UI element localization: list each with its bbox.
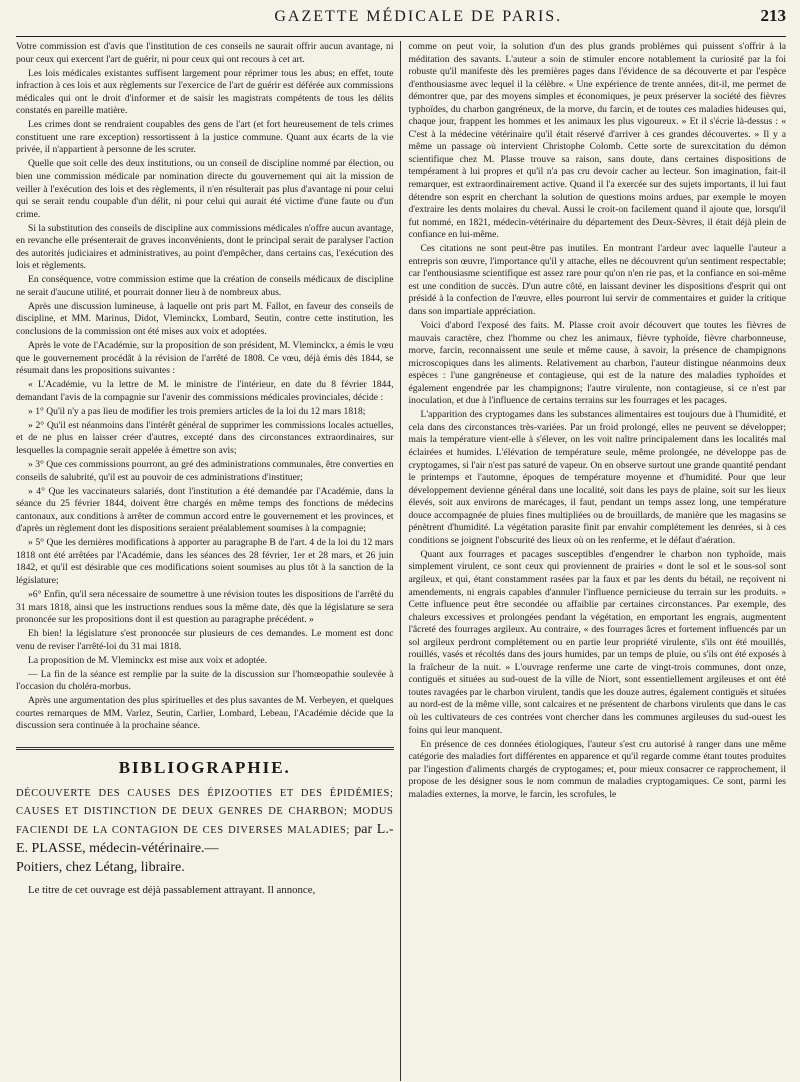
review-intro: Le titre de cet ouvrage est déjà passablement attrayant. Il annonce, [28,883,316,896]
section-title: BIBLIOGRAPHIE. [118,757,291,777]
work-publisher: Poitiers, chez Létang, libraire. [16,859,185,875]
paragraph: Si la substitution des conseils de discipline aux commissions médicales n'offre aucun avantage, en revanche elle présenterait de graves inconvénients, dont le principal serait de paralyser l'action des autorités judiciaires et administratives, au point d'empêcher, dans certains cas, l'exécution des lois et règlements. [16,222,394,272]
paragraph: Eh bien! la législature s'est prononcée sur plusieurs de ces demandes. Le moment est donc venu de reviser l'arrêté-loi du 31 mai 1818. [16,628,394,652]
paragraph: Quant aux fourrages et pacages susceptibles d'engendrer le charbon non typhoïde, mais simplement virulent, ce sont ceux qui proviennent de prairies « dont le sol et le sous-sol sont argileux, et qui, étant constamment rasées par la faux et par les dents du bétail, ne reçoivent ni amendements, ni engrais capables d'annuler l'influence pernicieuse du terrain sur les produits. » Cette influence peut être secondée ou affaiblie par certaines circonstances. Par exemple, des chaleurs excessives et prolongées pendant la végétation, en emportant les engrais, augmentent l'âcreté des fourrages argileux. Au contraire, « des fourrages âcres et fortement influencés par un sol argileux perdront complétement ou en partie leur propriété virulente, s'ils ont été mouillés, rouillés, vasés et récoltés dans des jours humides, par un temps de pluie, ou s'ils ont été exposés à la fraîcheur de la nuit. » L'ouvrage renferme une carte de vingt-trois communes, dont onze, contiguës et situées au sud-ouest de la ville de Niort, sont essentiellement argileuses et ont été toutes ravagées par le charbon virulent, tandis que les douze autres, également contiguës et situées au nord-est de la même ville, sont calcaires et ne présentent de charbons virulents que dans le cas où les cultivateurs de ces contrées vont chercher dans les communes argileuses du sud-ouest les foins qui leur manquent. [408,548,786,736]
paragraph: Voici d'abord l'exposé des faits. M. Plasse croit avoir découvert que toutes les fièvres de mauvais caractère, chez l'homme ou chez les animaux, fièvre typhoïde, fièvre charbonneuse, morve, farcin, reconnaissent une seule et même cause, à savoir, la présence de champignons microscopiques dans les aliments. Relativement au charbon, l'auteur distingue néanmoins deux espèces : l'une gangréneuse et contagieuse, qui est de la nature des maladies typhoïdes et également engendrée par les champignons; l'autre virulente, non contagieuse, si ce n'est par inoculation, et due à l'influence de certains terrains sur les fourrages et les pacages. [408,320,786,407]
page-header [16,6,786,37]
paragraph: Après une discussion lumineuse, à laquelle ont pris part M. Fallot, en faveur des conseils de discipline, et MM. Marinus, Didot, Vleminckx, Lombard, Seutin, contre cette institution, les conclusions de la commission ont été mises aux voix et adoptées. [16,300,394,338]
paragraph: Ces citations ne sont peut-être pas inutiles. En montrant l'ardeur avec laquelle l'auteur a entrepris son œuvre, l'importance qu'il y attache, elles ne découvrent qu'un sentiment respectable; car l'enthousiasme scientifique est assez rare pour qu'on n'en rie pas, et la confiance en soi-même est une condition de succès. D'un autre côté, en laissant deviner les dispositions d'esprit qui ont présidé à la confection de l'œuvre, elles pourront lui servir de commentaires et guider la critique dans son impartiale appréciation. [408,243,786,317]
paragraph: En présence de ces données étiologiques, l'auteur s'est cru autorisé à ranger dans une même catégorie des maladies fort différentes en apparence et qu'il regarde comme étant toutes produites par l'ingestion d'aliments chargés de cryptogames; et, pour mieux consacrer ce rapprochement, il propose de les désigner sous le nom commun de maladies cryptogamiques. Ce sont, parmi les maladies externes, la morve, le farcin, les scrofules, le [408,738,786,800]
paragraph: — La fin de la séance est remplie par la suite de la discussion sur l'homœopathie soulevée à l'occasion du choléra-morbus. [16,668,394,693]
paragraph: Après le vote de l'Académie, sur la proposition de son président, M. Vleminckx, a émis le vœu que le gouvernement procédât à la révision de l'arrêté de 1808. Ce vœu, déjà émis dès 1844, se résumait dans les propositions suivantes : [16,340,394,377]
resolution-item: »6° Enfin, qu'il sera nécessaire de soumettre à une révision toutes les dispositions de l'arrêté du 31 mars 1818, ainsi que les instructions rendues sous la même date, dès que la législature se sera prononcée sur les propositions dont il est question au paragraphe précédent. » [16,588,394,626]
paragraph: La proposition de M. Vleminckx est mise aux voix et adoptée. [28,654,268,666]
paragraph: comme on peut voir, la solution d'un des plus grands problèmes qui puissent s'offrir à la méditation des savants. L'auteur a soin de stimuler encore notablement la curiosité par la foi robuste qu'il manifeste dès les premières pages dans l'évidence de sa découverte et par l'espèce d'enthousiasme avec lequel il la célèbre. « Une expérience de trente années, dit-il, me permet de démontrer que, par des moyens simples et économiques, je peux préserver la société des fièvres typhoïdes, du charbon gangréneux, de la morve, du farcin, et de toutes ces maladies hideuses qui, chaque jour, frappent les hommes et les animaux les plus vigoureux. » Et il s'écrie là-dessus : « C'est à la médecine vétérinaire qu'il était réservé d'arriver à ces grandes découvertes. » Il y a même un passage où intervient Christophe Colomb. Cette sorte de surexcitation du démon scientifique chez M. Plasse trouve sa raison, sans doute, dans certaines dispositions de tempérament à lui propres et qu'il n'a pas cru devoir cacher au lecteur. Son imagination, fait-il remarquer, est extraordinairement active. Quand il l'a exercée sur des sujets importants, il lui faut détendre son esprit en cherchant la solution de questions moins ardues, par exemple le moyen d'extraire les dents molaires du cheval. Aussi le croit-on facilement quand il ajoute que, lorsqu'il fut nommé, en 1821, médecin-vétérinaire du département des Deux-Sèvres, il était déjà plein de confiance en lui-même. [408,41,786,241]
columns [16,41,786,1081]
paragraph: En conséquence, votre commission estime que la création de conseils médicaux de discipline ne serait d'aucune utilité, et pourrait donner lieu à de nombreux abus. [16,274,394,298]
work-title-text: DÉCOUVERTE DES CAUSES DES ÉPIZOOTIES ET DES ÉPIDÉMIES; CAUSES ET DISTINCTION DE DEUX GENRES DE CHARBON; MODUS FACIENDI DE LA CONTAGION DE CES DIVERSES MALADIES; [16,787,394,836]
left-column [16,41,400,1081]
paragraph: Les crimes dont se rendraient coupables des gens de l'art (et fort heureusement de tels crimes constituent une rare exception) ressortissent à la justice commune. Quant aux écarts de la vie privée, il n'appartient à personne de les scruter. [16,119,394,156]
resolution-item: » 4° Que les vaccinateurs salariés, dont l'institution a été demandée par l'Académie, dans la séance du 25 février 1844, doivent être chargés en même temps des fonctions de médecins cantonaux, aux conditions à arrêter de commun accord entre le gouvernement et les provinces, et d'après un règlement dont les dispositions seraient préalablement soumises à la compagnie; [16,485,394,535]
paragraph: Quelle que soit celle des deux institutions, ou un conseil de discipline nommé par élection, ou bien une commission médicale par nomination directe du gouvernement qui ait la mission de veiller à l'exécution des lois et des règlements, il n'en résulterait pas plus d'avantage ni pour celui qui se serait rendu coupable d'un délit, ni pour celui qui aurait été victime d'une faute ou d'un crime. [16,158,394,220]
paragraph: Votre commission est d'avis que l'institution de ces conseils ne saurait offrir aucun avantage, ni pour ceux qui exercent l'art de guérir, ni pour ceux qui ont recours à cet art. [16,41,394,65]
right-column [400,41,787,1081]
resolution-item: » 1° Qu'il n'y a pas lieu de modifier les trois premiers articles de la loi du 12 mars 1818; [28,405,366,417]
paragraph: L'apparition des cryptogames dans les substances alimentaires est toujours due à l'humidité, et cela dans des circonstances très-variées. Par un froid prolongé, elles ne peuvent se développer; mais la température vient-elle à s'élever, on les voit naître principalement dans les localités mal éclairées et humides. L'élévation de température seule, même prolongée, ne développe pas de cryptogames, si l'air n'est pas saturé de vapeur. On en observe surtout une grande quantité pendant le printemps et l'automne, époques de température moyenne et d'humidité. Pour que leur développement devienne général dans une localité, soit dans les pays de plaine, soit sur les lieux élevés, soit aux environs de marécages, il faut, pendant un temps assez long, une température douce accompagnée de pluies fines multipliées ou de brouillards, de manière que les magasins se pénètrent d'humidité. La végétation parasite finit par envahir complétement les denrées, si à ces conditions se joignent l'obscurité des lieux où on les renferme, et le défaut d'aération. [408,409,786,546]
paragraph: Les lois médicales existantes suffisent largement pour réprimer tous les abus; en effet, toute infraction à ces lois et aux règlements sur l'exercice de l'art de guérir est déférée aux commissions médicales qui ont le droit d'informer et de saisir les magistrats compétents de tous les délits constatés en pareille matière. [16,67,394,117]
journal-title: GAZETTE MÉDICALE DE PARIS. [274,8,563,25]
resolution-paragraph: « L'Académie, vu la lettre de M. le ministre de l'intérieur, en date du 8 février 1844, demandant l'avis de la compagnie sur l'avenir des commissions médicales provinciales, décide : [16,379,394,403]
resolution-item: » 5° Que les dernières modifications à apporter au paragraphe B de l'art. 4 de la loi du 12 mars 1818 ont été arrêtées par l'Académie, dans les séances des 28 février, 1er et 28 mars, et 26 juin 1842, et qu'il est désirable que ces modifications soient soumises au plus tôt à la sanction de la législature; [16,537,394,586]
resolution-item: » 2° Qu'il est néanmoins dans l'intérêt général de supprimer les commissions locales actuelles, et de ne plus en laisser créer d'autres, excepté dans des circonstances extraordinaires, sur lesquelles la compagnie serait appelée à émettre son avis; [16,419,394,456]
work-author: par L.-E. PLASSE, médecin-vétérinaire.— [16,821,394,856]
section-divider [16,747,394,750]
page-number: 213 [760,6,786,25]
resolution-item: » 3° Que ces commissions pourront, au gré des administrations communales, être converties en conseils de salubrité, qu'il est au pouvoir de ces administrations d'instituer; [16,459,394,483]
paragraph: Après une argumentation des plus spirituelles et des plus savantes de M. Verbeyen, et quelques courtes remarques de MM. Varlez, Seutin, Carlier, Lombard, Lebeau, l'Académie décide que la discussion sera continuée à la prochaine séance. [16,695,394,732]
reviewed-work-title [16,785,394,859]
